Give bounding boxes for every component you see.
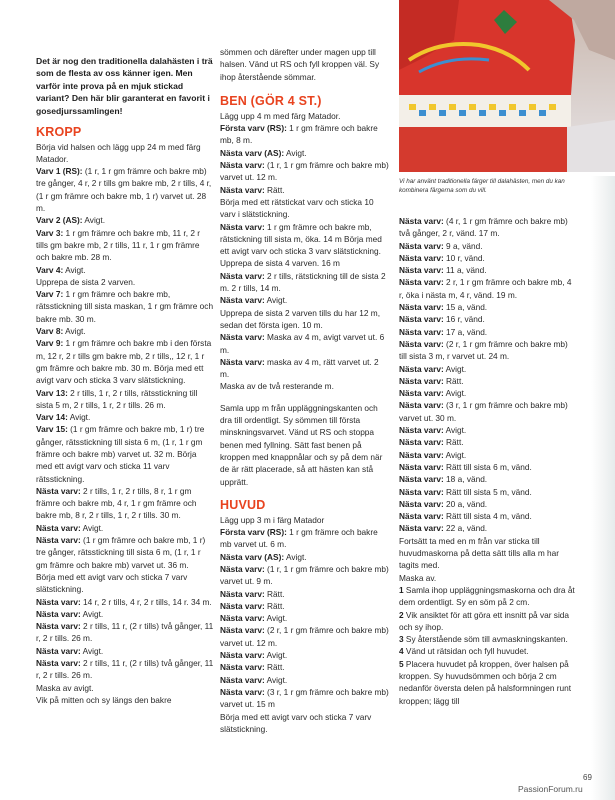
decorative-side-rail bbox=[591, 176, 615, 800]
instruction-text: Avigt. bbox=[80, 645, 104, 656]
instruction-line bbox=[36, 276, 214, 288]
instruction-label: Nästa varv: bbox=[220, 625, 265, 636]
instruction-label: Nästa varv (AS): bbox=[220, 147, 285, 158]
instruction-label: Nästa varv: bbox=[399, 252, 444, 263]
instruction-label: Nästa varv: bbox=[399, 375, 444, 386]
instruction-line bbox=[399, 572, 575, 584]
instruction-label: Varv 2 (AS): bbox=[36, 215, 83, 226]
instruction-line bbox=[220, 526, 390, 551]
instruction-label: Nästa varv: bbox=[399, 486, 444, 497]
huvud-instructions bbox=[220, 514, 390, 735]
instruction-label: Nästa varv: bbox=[399, 511, 444, 522]
instruction-text: Avigt. bbox=[80, 522, 104, 533]
instruction-label: Nästa varv: bbox=[36, 621, 81, 632]
instruction-line bbox=[220, 122, 390, 147]
instruction-label: Nästa varv: bbox=[399, 425, 444, 436]
instruction-line bbox=[36, 522, 214, 534]
instruction-line bbox=[36, 682, 214, 694]
instruction-line bbox=[399, 375, 575, 387]
instruction-line bbox=[220, 307, 390, 332]
instruction-text: Rätt till sista 5 m, vänd. bbox=[443, 486, 532, 497]
instruction-line bbox=[399, 473, 575, 485]
column-3 bbox=[399, 215, 575, 707]
instruction-text: Rätt. bbox=[443, 375, 464, 386]
instruction-line bbox=[220, 600, 390, 612]
section-heading-huvud: HUVUD bbox=[220, 497, 266, 512]
instruction-label: Nästa varv: bbox=[36, 645, 81, 656]
instruction-label: Nästa varv: bbox=[399, 461, 444, 472]
instruction-text: Maska av avigt. bbox=[36, 682, 94, 693]
instruction-line bbox=[220, 294, 390, 306]
instruction-label: Nästa varv: bbox=[399, 216, 444, 226]
instruction-text: Rätt till sista 6 m, vänd. bbox=[443, 461, 532, 472]
column-1 bbox=[36, 46, 214, 706]
instruction-text: (2 r, 1 r gm främre och bakre mb) till sista 3 m, r varvet ut. 24 m. bbox=[399, 338, 568, 362]
instruction-label: Första varv (RS): bbox=[220, 527, 287, 538]
instruction-text: (1 r, 1 r gm främre och bakre mb) varvet ut. 9 m. bbox=[220, 563, 389, 587]
instruction-text: 1 r gm främre och bakre mb, 8 m. bbox=[220, 123, 378, 146]
instruction-text: Rätt. bbox=[264, 588, 285, 599]
instruction-line bbox=[399, 313, 575, 325]
instruction-text: 2 r tills, rätstickning till de sista 2 m. 2 r tills, 14 m. bbox=[220, 270, 386, 294]
instruction-label: Varv 9: bbox=[36, 338, 64, 349]
instruction-text: Rätt. bbox=[264, 600, 285, 611]
instruction-line bbox=[399, 522, 575, 534]
instruction-label: 3 bbox=[399, 634, 404, 645]
instruction-label: Nästa varv: bbox=[220, 686, 265, 697]
instruction-label: Nästa varv: bbox=[399, 388, 444, 399]
instruction-line bbox=[399, 436, 575, 448]
instruction-text: (2 r, 1 r gm främre och bakre mb) varvet ut. 12 m. bbox=[220, 625, 389, 648]
instruction-label: Nästa varv: bbox=[399, 474, 444, 485]
instruction-text: 1 r gm främre och bakre mb i den första m, 12 r, 2 r tills gm bakre mb, 2 r tills,, 12 r, 1 r gm främre och bakre mb. 30 m. Börja med ett avigt varv och sticka 3 varv slätstickning. bbox=[36, 338, 212, 386]
instruction-line bbox=[220, 110, 390, 122]
section-heading-kropp: KROPP bbox=[36, 124, 82, 139]
kropp-instructions bbox=[36, 141, 214, 707]
instruction-label: Varv 7: bbox=[36, 289, 64, 300]
instruction-line bbox=[399, 276, 575, 301]
instruction-line bbox=[36, 214, 214, 226]
instruction-line bbox=[36, 387, 214, 412]
knitted-horse-image bbox=[399, 0, 615, 172]
instruction-text: Rätt. bbox=[264, 184, 285, 195]
ben-instructions bbox=[220, 110, 390, 393]
instruction-line bbox=[220, 331, 390, 356]
instruction-line bbox=[36, 288, 214, 325]
instruction-text: 17 a, vänd. bbox=[443, 326, 488, 337]
instruction-line bbox=[220, 196, 390, 221]
instruction-label: Nästa varv: bbox=[36, 485, 81, 496]
instruction-label: Nästa varv: bbox=[220, 184, 265, 195]
instruction-label: Nästa varv: bbox=[399, 449, 444, 460]
instruction-label: Nästa varv: bbox=[220, 221, 265, 232]
instruction-label: Nästa varv: bbox=[220, 270, 265, 281]
instruction-label: Nästa varv: bbox=[220, 650, 265, 661]
instruction-text: (3 r, 1 r gm främre och bakre mb) varvet ut. 30 m. bbox=[399, 400, 568, 423]
instruction-text: Avigt. bbox=[443, 449, 467, 460]
instruction-label: Nästa varv: bbox=[36, 522, 81, 533]
section-heading-ben: BEN (GÖR 4 ST.) bbox=[220, 93, 322, 108]
instruction-text: Rätt. bbox=[443, 437, 464, 448]
instruction-text: 1 r gm främre och bakre mb varvet ut. 6 m. bbox=[220, 527, 378, 550]
instruction-label: Nästa varv: bbox=[399, 326, 444, 337]
instruction-line bbox=[220, 551, 390, 563]
instruction-text: Avigt. bbox=[284, 551, 307, 562]
instruction-text: (1 r gm främre och bakre mb, 1 r) tre gånger, rätsstickning till sista 6 m, (1 r, 1 r gm främre och bakre mb) varvet ut. 36 m. bbox=[36, 535, 206, 570]
instruction-line bbox=[36, 423, 214, 484]
instruction-line bbox=[399, 215, 575, 240]
ben-assembly-paragraph: Samla upp m från uppläggningskanten och dra till ordentligt. Sy sömmen till första minskningsvarvet. Vänd ut RS och stoppa benen med fyllning. Sätt fast benen på kroppen med knappnålar och sy på dem när de är rätt placerade, så att hästen kan stå upprätt. bbox=[220, 402, 383, 487]
instruction-line bbox=[220, 711, 390, 736]
instruction-line bbox=[220, 563, 390, 588]
instruction-line bbox=[220, 588, 390, 600]
column-2 bbox=[220, 46, 390, 735]
instruction-line bbox=[36, 264, 214, 276]
instruction-line bbox=[399, 486, 575, 498]
instruction-line bbox=[220, 356, 390, 381]
instruction-text: 9 a, vänd. bbox=[443, 240, 483, 251]
instruction-text: Börja med ett avigt varv och sticka 7 varv slätstickning. bbox=[36, 571, 188, 595]
instruction-text: 20 a, vänd. bbox=[443, 498, 488, 509]
instruction-line bbox=[399, 338, 575, 363]
instruction-line bbox=[36, 620, 214, 645]
instruction-label: Nästa varv: bbox=[399, 240, 444, 251]
photo-dalahorse-detail bbox=[399, 0, 615, 172]
instruction-line bbox=[399, 658, 575, 707]
instruction-line bbox=[220, 686, 390, 711]
instruction-label: 5 bbox=[399, 658, 404, 669]
instruction-text: Avigt. bbox=[63, 326, 86, 337]
instruction-text: Vänd ut rätsidan och fyll huvudet. bbox=[403, 646, 529, 657]
instruction-line bbox=[36, 694, 214, 706]
instruction-text: 14 r, 2 r tills, 4 r, 2 r tills, 14 r. 34 m. bbox=[80, 596, 212, 607]
instruction-label: Varv 3: bbox=[36, 227, 64, 238]
instruction-label: Varv 13: bbox=[36, 387, 68, 398]
instruction-text: Avigt. bbox=[264, 650, 288, 661]
instruction-text: Samla ihop uppläggningsmaskorna och dra åt dem ordentligt. Sy en söm på 2 cm. bbox=[399, 584, 575, 608]
instruction-text: Maska av de två resterande m. bbox=[220, 381, 334, 392]
instruction-line bbox=[36, 325, 214, 337]
instruction-line bbox=[220, 147, 390, 159]
instruction-text: Avigt. bbox=[284, 147, 307, 158]
instruction-line bbox=[399, 498, 575, 510]
instruction-line bbox=[220, 221, 390, 258]
instruction-label: Första varv (RS): bbox=[220, 123, 287, 134]
instruction-text: Upprepa de sista 4 varven. 16 m bbox=[220, 258, 340, 269]
instruction-text: Upprepa de sista 2 varven tills du har 12 m, sedan det första igen. 10 m. bbox=[220, 307, 381, 330]
instruction-line bbox=[36, 596, 214, 608]
instruction-line bbox=[220, 184, 390, 196]
instruction-text: 18 a, vänd. bbox=[443, 474, 488, 485]
instruction-label: Nästa varv: bbox=[220, 613, 265, 624]
instruction-text: Sy återstående söm till avmaskningskanten. bbox=[403, 634, 568, 645]
instruction-label: Nästa varv (AS): bbox=[220, 551, 285, 562]
instruction-label: Nästa varv: bbox=[399, 277, 444, 288]
instruction-text: (1 r, 1 r gm främre och bakre mb) tre gånger, 4 r, 2 r tills gm bakre mb, 2 r tills, 4 r, (1 r gm främre och bakre mb, 1 r) varvet ut. 28 m. bbox=[36, 166, 212, 214]
instruction-label: Nästa varv: bbox=[399, 363, 444, 374]
instruction-line bbox=[36, 608, 214, 620]
instruction-text: Lägg upp 4 m med färg Matador. bbox=[220, 110, 341, 121]
instruction-text: 11 a, vänd. bbox=[443, 265, 487, 276]
instruction-line bbox=[36, 227, 214, 264]
instruction-text: 10 r, vänd. bbox=[443, 252, 485, 263]
instruction-label: Nästa varv: bbox=[399, 314, 444, 325]
instruction-text: Rätt till sista 4 m, vänd. bbox=[443, 511, 532, 522]
instruction-line bbox=[220, 612, 390, 624]
instruction-label: Varv 15: bbox=[36, 424, 68, 435]
instruction-text: (1 r, 1 r gm främre och bakre mb) varvet ut. 12 m. bbox=[220, 160, 389, 183]
instruction-text: Börja vid halsen och lägg upp 24 m med färg Matador. bbox=[36, 141, 201, 164]
instruction-label: Nästa varv: bbox=[220, 356, 265, 367]
instruction-label: Nästa varv: bbox=[36, 596, 81, 607]
intro-paragraph: Det är nog den traditionella dalahästen i trä som de flesta av oss känner igen. Men varför inte prova på en mjuk stickad variant? Den här blir garanterat en favorit i gosedjurssamlingen! bbox=[36, 55, 213, 116]
instruction-label: Nästa varv: bbox=[399, 523, 444, 534]
instruction-text: Avigt. bbox=[80, 608, 104, 619]
instruction-text: Börja med ett rätstickat varv och sticka 10 varv i slätstickning. bbox=[220, 196, 374, 220]
instruction-line bbox=[399, 633, 575, 645]
instruction-label: Nästa varv: bbox=[399, 400, 444, 411]
instruction-label: 2 bbox=[399, 609, 404, 620]
instruction-line bbox=[399, 252, 575, 264]
instruction-text: Vik på mitten och sy längs den bakre bbox=[36, 694, 172, 705]
instruction-line bbox=[399, 510, 575, 522]
instruction-line bbox=[36, 411, 214, 423]
instruction-text: Avigt. bbox=[264, 613, 288, 624]
instruction-label: Varv 8: bbox=[36, 326, 64, 337]
instruction-text: Avigt. bbox=[443, 425, 467, 436]
instruction-line bbox=[399, 449, 575, 461]
instruction-line bbox=[36, 165, 214, 214]
instruction-line bbox=[220, 159, 390, 184]
instruction-label: Nästa varv: bbox=[399, 437, 444, 448]
instruction-label: Nästa varv: bbox=[220, 600, 265, 611]
instruction-line bbox=[220, 624, 390, 649]
instruction-line bbox=[220, 514, 390, 526]
instruction-text: 2 r, 1 r gm främre och bakre mb, 4 r, öka i nästa m, 4 r, vänd. 19 m. bbox=[399, 277, 572, 300]
instruction-label: Nästa varv: bbox=[220, 662, 265, 673]
instruction-label: Varv 1 (RS): bbox=[36, 166, 83, 177]
instruction-text: Börja med ett avigt varv och sticka 7 varv slätstickning. bbox=[220, 711, 372, 734]
instruction-label: Nästa varv: bbox=[36, 658, 81, 669]
instruction-label: Nästa varv: bbox=[399, 338, 444, 349]
instruction-text: 2 r tills, 1 r, 2 r tills, 8 r, 1 r gm främre och bakre mb, 4 r, 1 r gm främre och bakre mb, 8 r, 2 r tills, 1 r, 2 r tills. 30 m. bbox=[36, 485, 197, 521]
instruction-line bbox=[220, 257, 390, 269]
instruction-label: Nästa varv: bbox=[399, 265, 444, 276]
instruction-text: Maska av 4 m, avigt varvet ut. 6 m. bbox=[220, 332, 385, 355]
instruction-label: Nästa varv: bbox=[220, 160, 265, 171]
instruction-text: 1 r gm främre och bakre mb, 11 r, 2 r tills gm bakre mb, 2 r tills, 11 r, 1 r gm främre och bakre mb. 28 m. bbox=[36, 227, 201, 263]
instruction-text: Avigt. bbox=[443, 388, 467, 399]
instruction-line bbox=[220, 661, 390, 673]
instruction-text: Lägg upp 3 m i färg Matador bbox=[220, 514, 325, 525]
instruction-text: 22 a, vänd. bbox=[443, 523, 488, 534]
instruction-line bbox=[399, 584, 575, 609]
instruction-label: Varv 4: bbox=[36, 264, 64, 275]
instruction-line bbox=[399, 326, 575, 338]
page-number: 69 bbox=[583, 773, 592, 782]
instruction-line bbox=[399, 301, 575, 313]
instruction-label: Varv 14: bbox=[36, 412, 68, 423]
instruction-text: (4 r, 1 r gm främre och bakre mb) två gånger, 2 r, vänd. 17 m. bbox=[399, 216, 568, 239]
instruction-line bbox=[36, 645, 214, 657]
instruction-text: 1 r gm främre och bakre mb, rätsstickning till sista maskan, 1 r gm främre och bakre mb. 30 m. bbox=[36, 289, 214, 324]
instruction-line bbox=[36, 571, 214, 596]
instruction-text: Avigt. bbox=[443, 363, 467, 374]
instruction-text: maska av 4 m, rätt varvet ut. 2 m. bbox=[220, 356, 379, 380]
instruction-text: Vik ansiktet för att göra ett insnitt på var sida och sy ihop. bbox=[399, 609, 570, 632]
instruction-text: 1 r gm främre och bakre mb, rätstickning till sista m, öka. 14 m Börja med ett avigt varv och sticka 3 varv slätstickning. bbox=[220, 221, 382, 257]
instruction-line bbox=[36, 534, 214, 571]
instruction-line bbox=[36, 141, 214, 166]
instruction-label: 4 bbox=[399, 646, 404, 657]
instruction-text: Avigt. bbox=[264, 674, 288, 685]
instruction-line bbox=[399, 645, 575, 657]
instruction-label: Nästa varv: bbox=[399, 302, 444, 313]
instruction-line bbox=[399, 461, 575, 473]
instruction-text: 2 r tills, 11 r, (2 r tills) två gånger, 11 r, 2 r tills. 26 m. bbox=[36, 658, 214, 681]
instruction-line bbox=[220, 270, 390, 295]
instruction-line bbox=[220, 674, 390, 686]
instruction-text: 2 r tills, 1 r, 2 r tills, rätsstickning till sista 5 m, 2 r tills, 1 r, 2 r tills. 26 m. bbox=[36, 387, 198, 410]
instruction-label: Nästa varv: bbox=[220, 588, 265, 599]
instruction-label: Nästa varv: bbox=[220, 295, 265, 306]
instruction-label: Nästa varv: bbox=[220, 563, 265, 574]
instruction-line bbox=[36, 337, 214, 386]
instruction-label: Nästa varv: bbox=[220, 332, 265, 343]
instruction-text: 2 r tills, 11 r, (2 r tills) två gånger, 11 r, 2 r tills. 26 m. bbox=[36, 621, 214, 644]
instruction-line bbox=[399, 264, 575, 276]
instruction-text: Avigt. bbox=[67, 412, 91, 423]
instruction-line bbox=[36, 657, 214, 682]
instruction-label: Nästa varv: bbox=[220, 674, 265, 685]
instruction-line bbox=[399, 363, 575, 375]
col2-continuation: sömmen och därefter under magen upp till halsen. Vänd ut RS och fyll kroppen väl. Sy ihop återstående sömmar. bbox=[220, 47, 380, 82]
instruction-line bbox=[399, 240, 575, 252]
instruction-line bbox=[399, 399, 575, 424]
instruction-text: Fortsätt ta med en m från var sticka till huvudmaskorna på detta sätt tills alla m har tagits med. bbox=[399, 535, 560, 571]
instruction-text: (3 r, 1 r gm främre och bakre mb) varvet ut. 15 m bbox=[220, 686, 389, 710]
instruction-line bbox=[220, 649, 390, 661]
instruction-text: Avigt. bbox=[63, 264, 86, 275]
instruction-line bbox=[399, 424, 575, 436]
instruction-text: Maska av. bbox=[399, 572, 437, 583]
instruction-text: Avigt. bbox=[82, 215, 106, 226]
instruction-text: 15 a, vänd. bbox=[443, 302, 488, 313]
footer-watermark: PassionForum.ru bbox=[518, 784, 583, 794]
instruction-text: Avigt. bbox=[264, 295, 288, 306]
huvud-instructions-continued bbox=[399, 215, 575, 707]
instruction-line bbox=[220, 380, 390, 392]
instruction-label: Nästa varv: bbox=[36, 608, 81, 619]
instruction-text: (1 r gm främre och bakre mb, 1 r) tre gånger, rätsstickning till sista 6 m, (1 r, 1 r gm främre och bakre mb) varvet ut. 32 m. Börja med ett avigt varv och sticka 11 varv rätsstickning. bbox=[36, 424, 205, 484]
instruction-label: Nästa varv: bbox=[36, 535, 81, 546]
instruction-label: Nästa varv: bbox=[399, 498, 444, 509]
instruction-line bbox=[36, 485, 214, 522]
instruction-text: Placera huvudet på kroppen, över halsen på kroppen. Sy huvudsömmen och börja 2 cm nedanför översta delen på halsformningen runt kroppen; lägg till bbox=[399, 658, 572, 706]
instruction-text: Rätt. bbox=[264, 662, 285, 673]
instruction-line bbox=[399, 387, 575, 399]
instruction-line bbox=[399, 609, 575, 634]
instruction-text: 16 r, vänd. bbox=[443, 314, 485, 325]
photo-caption: Vi har använt traditionella färger till dalahästen, men du kan kombinera färgerna som du vill. bbox=[399, 178, 565, 194]
instruction-label: 1 bbox=[399, 584, 404, 595]
instruction-line bbox=[399, 535, 575, 572]
instruction-text: Upprepa de sista 2 varven. bbox=[36, 276, 136, 287]
